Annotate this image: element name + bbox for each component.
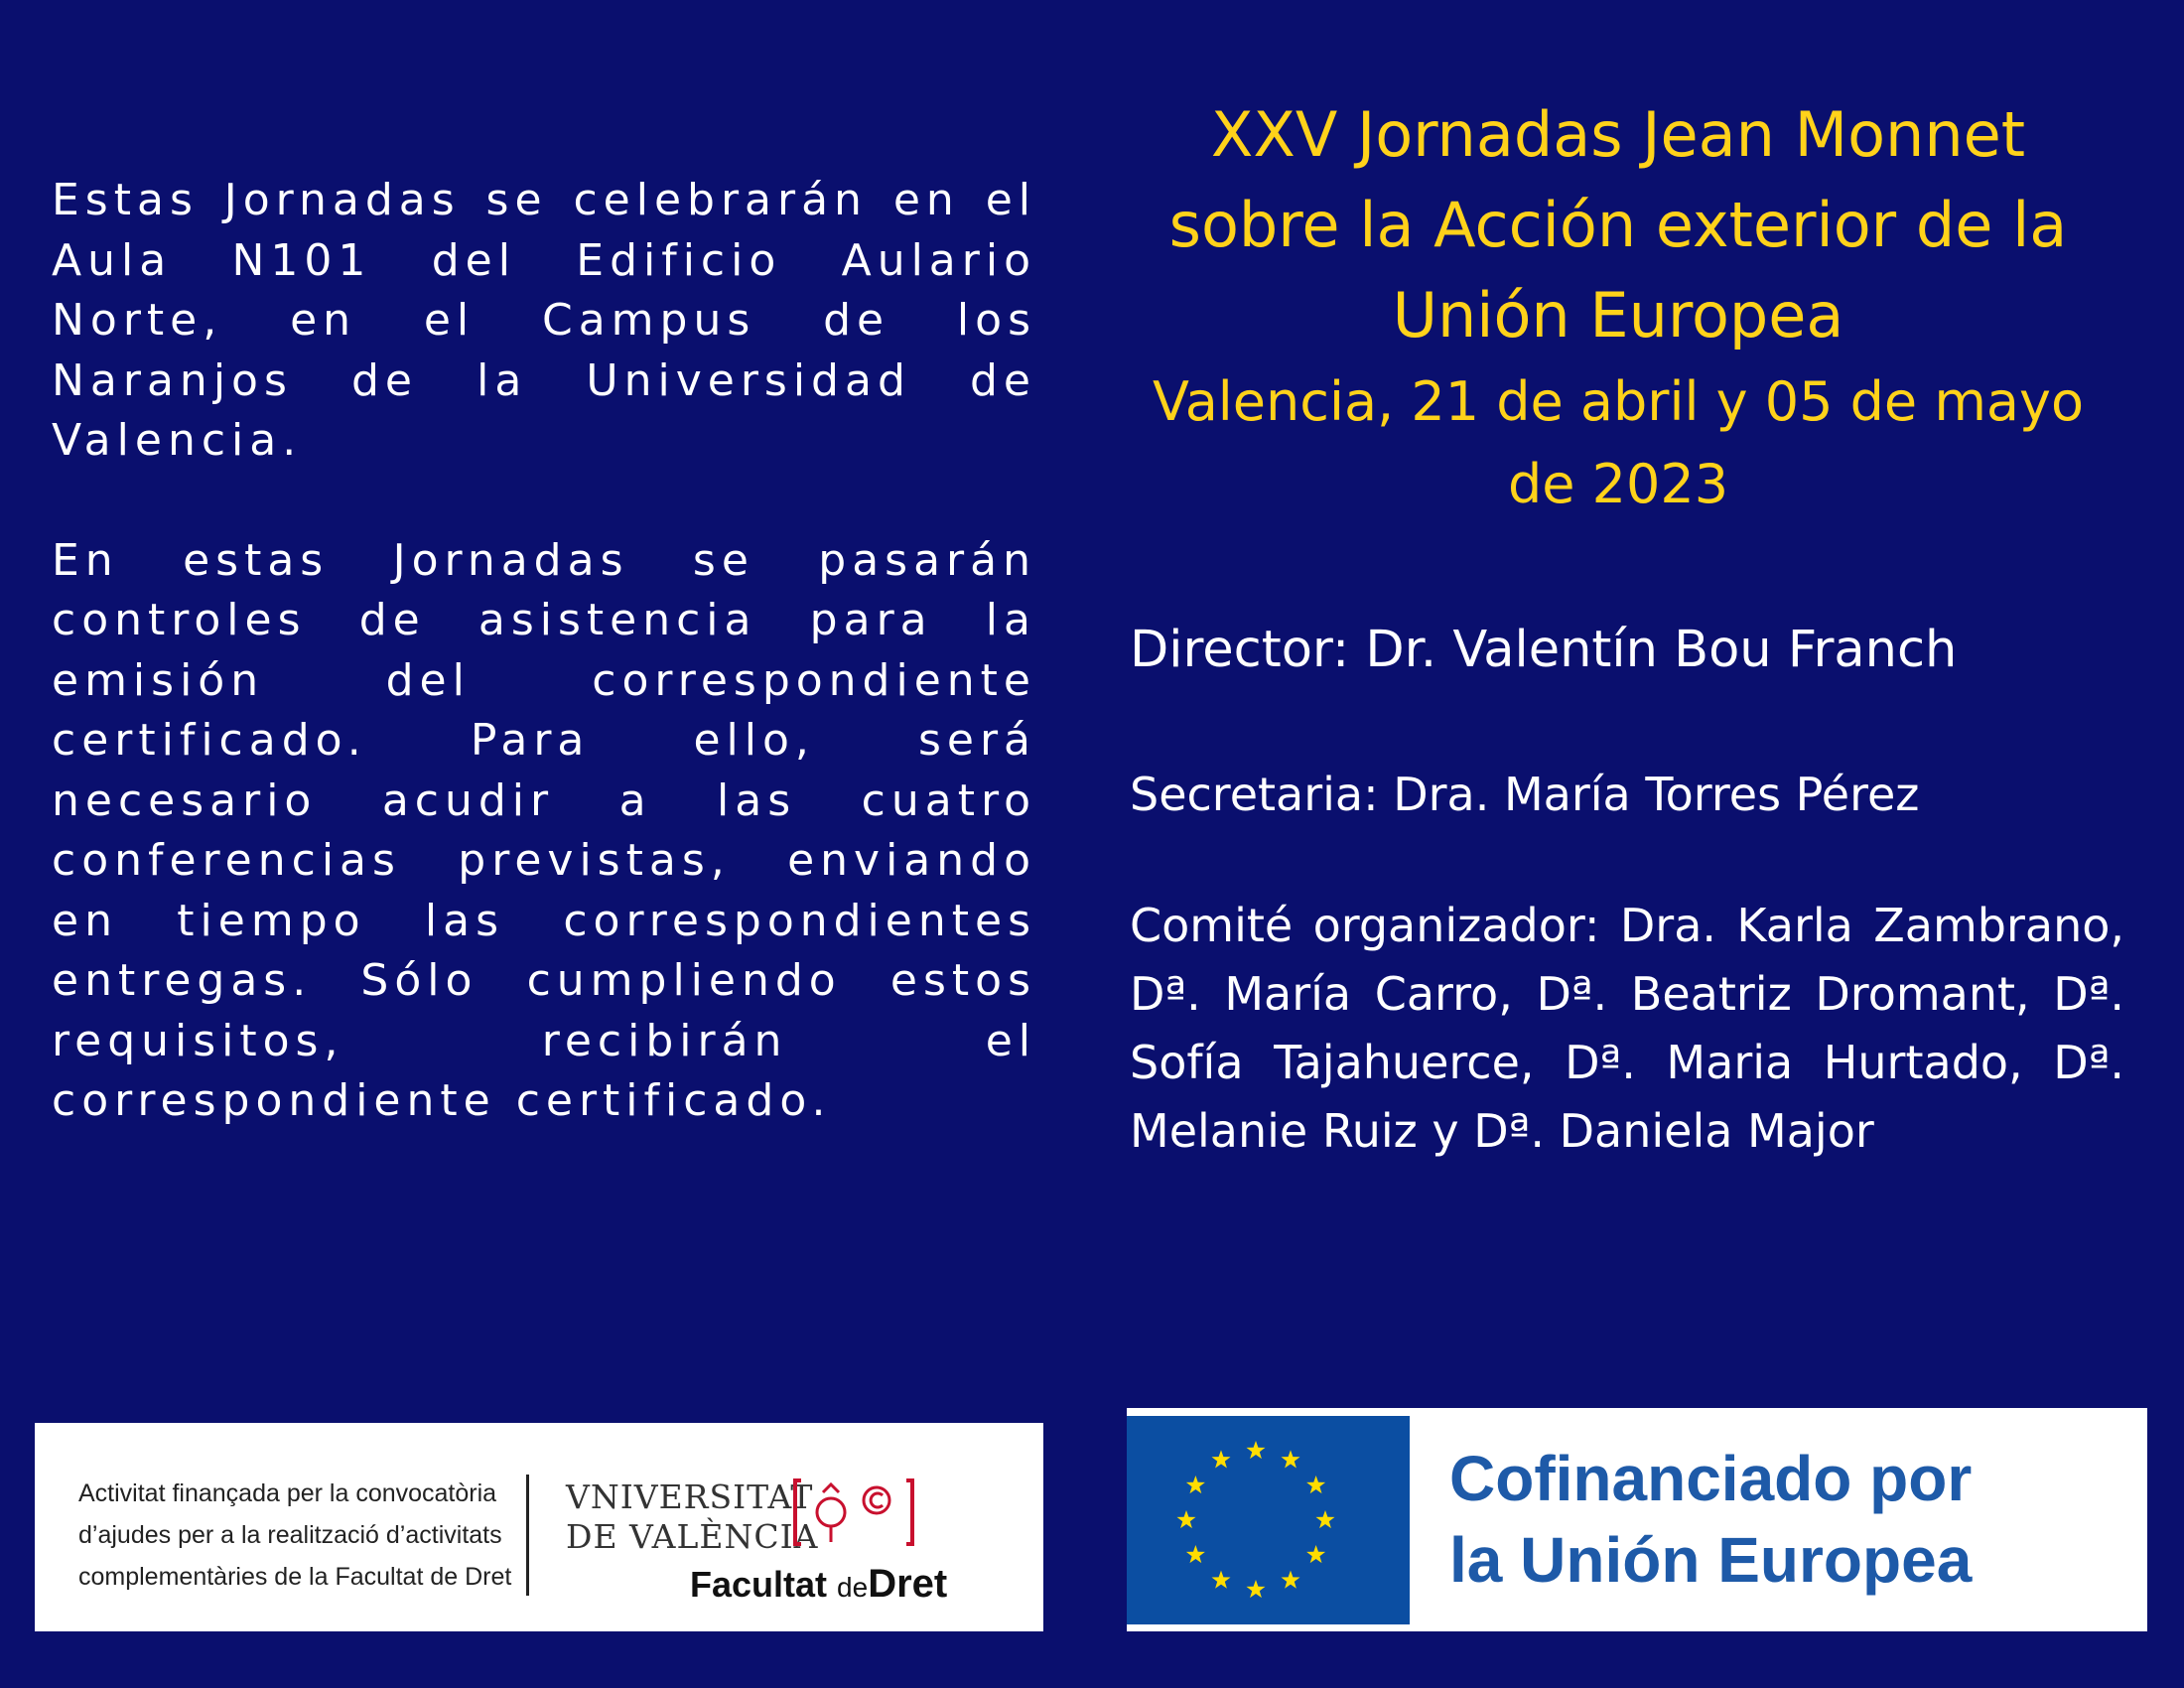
university-name-line-1: VNIVERSITAT [566, 1477, 814, 1516]
director: Director: Dr. Valentín Bou Franch [1130, 621, 1958, 679]
cofinancing-line-1: Cofinanciado por [1449, 1443, 1973, 1514]
universitat-valencia-logo-block [35, 1423, 1043, 1631]
dates-line-1: Valencia, 21 de abril y 05 de mayo [1152, 370, 2085, 433]
eu-star-icon [1282, 1571, 1300, 1589]
eu-cofinancing-logo-block [1127, 1408, 2147, 1631]
faculty-dret-word: Dret [868, 1562, 948, 1606]
secretaria: Secretaria: Dra. María Torres Pérez [1130, 768, 1920, 821]
venue-paragraph: Estas Jornadas se celebrarán en el Aula N101 del Edificio Aulario Norte, en el Campus de los Naranjos de la Universidad de Valencia. [52, 175, 1036, 466]
eu-star-icon [1306, 1545, 1325, 1563]
university-seal-icon [789, 1473, 918, 1552]
event-dates [1112, 360, 2124, 525]
attendance-paragraph: En estas Jornadas se pasarán controles de asistencia para la emisión del correspondiente certificado. Para ello, será necesario acudir a las cuatro conferencias previstas, enviando en tiempo las correspondientes entregas. Sólo cumpliendo estos requisitos, recibirán el correspondiente certificado. [52, 534, 1036, 1126]
eu-star-icon [1186, 1545, 1205, 1563]
eu-star-icon [1282, 1450, 1300, 1468]
event-title [1112, 89, 2124, 360]
eu-star-icon [1316, 1510, 1335, 1528]
university-name-line-2: DE VALÈNCIA [566, 1517, 819, 1556]
eu-star-icon [1186, 1476, 1205, 1493]
eu-star-icon [1212, 1571, 1231, 1589]
eu-star-icon [1247, 1580, 1266, 1598]
faculty-word: Facultat [690, 1564, 828, 1605]
caption-line-3: complementàries de la Facultat de Dret [78, 1563, 512, 1591]
faculty-name [690, 1562, 947, 1607]
eu-stars [1127, 1416, 1410, 1624]
venue-and-attendance-info [52, 171, 1036, 1132]
title-line-1: XXV Jornadas Jean Monnet [1210, 98, 2026, 171]
event-header [1112, 89, 2124, 525]
title-line-3: Unión Europea [1392, 279, 1844, 352]
funding-caption [78, 1473, 545, 1598]
faculty-de-word: de [837, 1572, 869, 1603]
eu-star-icon [1177, 1510, 1196, 1528]
cofinancing-line-2: la Unión Europea [1449, 1524, 1973, 1596]
dates-line-2: de 2023 [1507, 453, 1729, 515]
caption-line-1: Activitat finançada per la convocatòria [78, 1479, 497, 1507]
eu-star-icon [1247, 1441, 1266, 1459]
organizing-committee: Comité organizador: Dra. Karla Zambrano, Dª. María Carro, Dª. Beatriz Dromant, Dª. Sofía Tajahuerce, Dª. Maria Hurtado, Dª. Melanie Ruiz y Dª. Daniela Major [1130, 899, 2124, 1158]
caption-line-2: d’ajudes per a la realització d’activitats [78, 1521, 502, 1549]
eu-star-icon [1306, 1476, 1325, 1493]
eu-star-icon [1212, 1450, 1231, 1468]
university-name [566, 1477, 818, 1557]
eu-flag-icon [1127, 1416, 1410, 1624]
title-line-2: sobre la Acción exterior de la [1168, 189, 2068, 261]
cofinancing-text [1449, 1438, 1972, 1601]
logo-divider [526, 1475, 529, 1596]
organizers [1130, 616, 2124, 1158]
